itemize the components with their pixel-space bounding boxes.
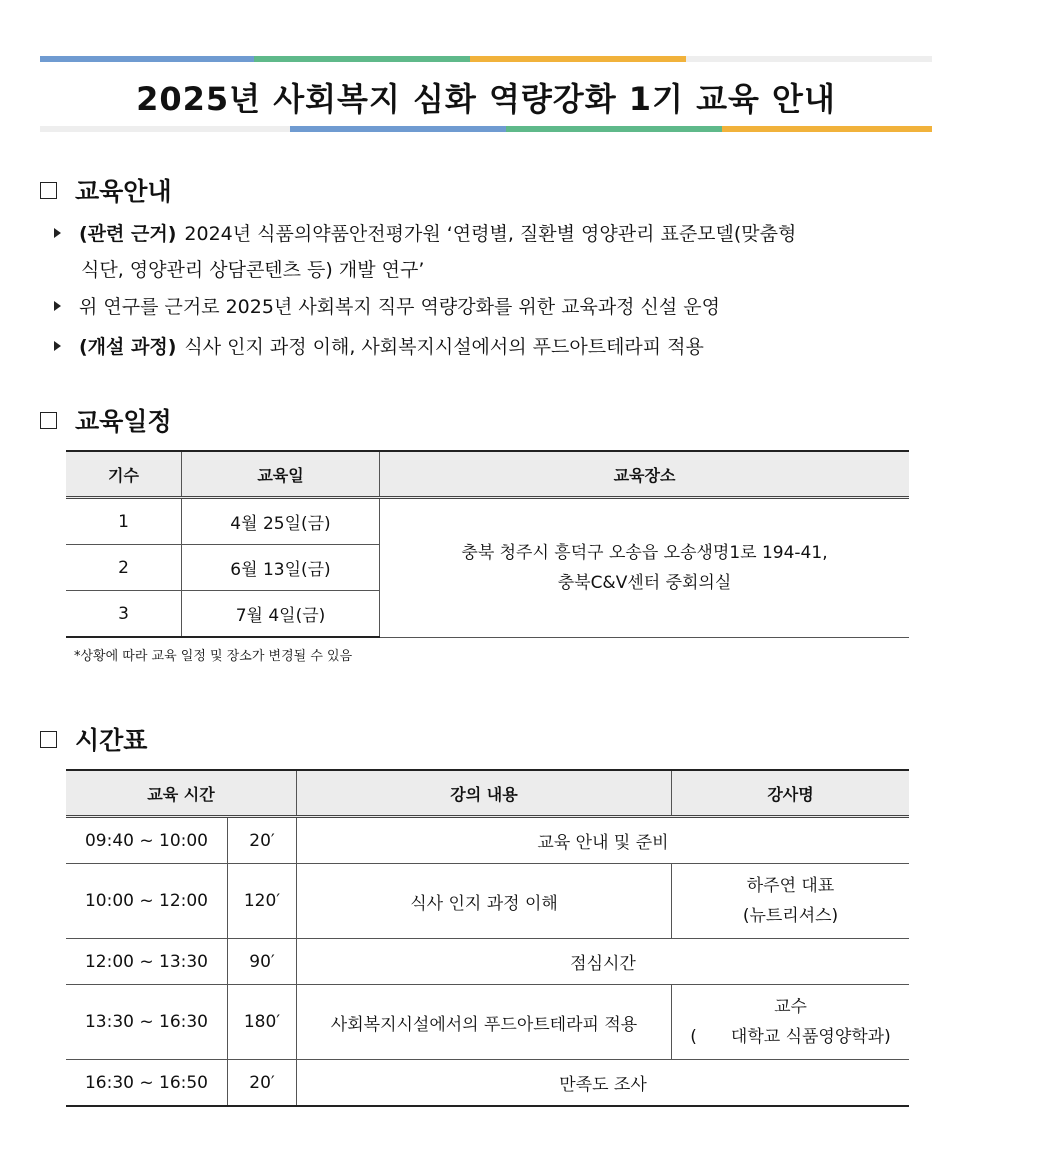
place-line-2: 충북C&V센터 중회의실	[557, 572, 732, 593]
table-row	[66, 864, 909, 939]
section-schedule-heading	[40, 402, 172, 438]
place-line-1: 충북 청주시 흥덕구 오송읍 오송생명1로 194-41,	[461, 542, 828, 563]
schedule-note: *상황에 따라 교육 일정 및 장소가 변경될 수 있음	[74, 649, 353, 664]
schedule-table	[66, 450, 909, 638]
table-row	[66, 817, 909, 864]
title-bar-top-orange	[470, 56, 686, 62]
time-cell: 10:00 ~ 12:00	[66, 864, 228, 939]
lecturer-name: 하주연 대표	[746, 876, 835, 896]
duration-cell: 20′	[228, 817, 297, 864]
schedule-header-row	[66, 451, 909, 498]
header-place: 교육장소	[380, 451, 910, 498]
bullet-text: 2024년 식품의약품안전평가원 ‘연령별, 질환별 영양관리 표준모델(맞춤형	[184, 223, 797, 245]
time-cell: 16:30 ~ 16:50	[66, 1060, 228, 1107]
bullet-strong: (관련 근거)	[79, 223, 177, 245]
title-bar-bottom-orange	[722, 126, 932, 132]
time-cell: 12:00 ~ 13:30	[66, 939, 228, 985]
cohort-cell: 3	[66, 591, 182, 638]
section-guide-heading	[40, 172, 172, 208]
content-cell: 식사 인지 과정 이해	[297, 864, 672, 939]
table-row	[66, 939, 909, 985]
lecturer-cell	[672, 985, 910, 1060]
duration-cell: 120′	[228, 864, 297, 939]
lecturer-cell	[672, 864, 910, 939]
time-cell: 09:40 ~ 10:00	[66, 817, 228, 864]
bullet-text-continued: 식단, 영양관리 상담콘텐츠 등) 개발 연구’	[81, 259, 425, 281]
place-cell	[380, 498, 910, 638]
title-bar-top-green	[254, 56, 470, 62]
guide-bullet-2	[54, 289, 954, 325]
lecturer-name: 교수	[774, 997, 807, 1017]
bullet-strong: (개설 과정)	[79, 336, 177, 358]
title-bar-bottom-green	[506, 126, 722, 132]
header-lecturer: 강사명	[672, 770, 910, 817]
checkbox-square-icon	[40, 731, 57, 748]
cohort-cell: 1	[66, 498, 182, 545]
timetable-header-row	[66, 770, 909, 817]
table-row	[66, 1060, 909, 1107]
time-cell: 13:30 ~ 16:30	[66, 985, 228, 1060]
content-cell: 교육 안내 및 준비	[297, 817, 910, 864]
triangle-bullet-icon	[54, 228, 61, 238]
title-bar-bottom-blue	[290, 126, 506, 132]
date-cell: 6월 13일(금)	[182, 545, 380, 591]
content-cell: 점심시간	[297, 939, 910, 985]
section-timetable-title: 시간표	[75, 726, 148, 755]
section-schedule-title: 교육일정	[75, 407, 172, 436]
date-cell: 4월 25일(금)	[182, 498, 380, 545]
checkbox-square-icon	[40, 182, 57, 199]
title-bar-top-gray	[686, 56, 932, 62]
guide-bullet-1	[54, 216, 954, 288]
lecturer-affiliation: (뉴트리셔스)	[742, 906, 839, 926]
cohort-cell: 2	[66, 545, 182, 591]
duration-cell: 20′	[228, 1060, 297, 1107]
section-guide-title: 교육안내	[75, 177, 172, 206]
guide-bullet-3	[54, 329, 954, 365]
bullet-text: 위 연구를 근거로 2025년 사회복지 직무 역량강화를 위한 교육과정 신설 운영	[79, 296, 721, 318]
title-bar-bottom-gray	[40, 126, 290, 132]
content-cell: 사회복지시설에서의 푸드아트테라피 적용	[297, 985, 672, 1060]
triangle-bullet-icon	[54, 341, 61, 351]
title-bar-top-blue	[40, 56, 254, 62]
header-cohort: 기수	[66, 451, 182, 498]
table-row	[66, 985, 909, 1060]
duration-cell: 180′	[228, 985, 297, 1060]
bullet-text: 식사 인지 과정 이해, 사회복지시설에서의 푸드아트테라피 적용	[184, 336, 704, 358]
section-timetable-heading	[40, 721, 147, 757]
date-cell: 7월 4일(금)	[182, 591, 380, 638]
table-row	[66, 498, 909, 545]
duration-cell: 90′	[228, 939, 297, 985]
checkbox-square-icon	[40, 412, 57, 429]
lecturer-affiliation: ( 대학교 식품영양학과)	[690, 1027, 891, 1047]
header-date: 교육일	[182, 451, 380, 498]
content-cell: 만족도 조사	[297, 1060, 910, 1107]
triangle-bullet-icon	[54, 301, 61, 311]
header-time: 교육 시간	[66, 770, 297, 817]
header-content: 강의 내용	[297, 770, 672, 817]
timetable-table	[66, 769, 909, 1107]
page-title: 2025년 사회복지 심화 역량강화 1기 교육 안내	[136, 80, 836, 118]
